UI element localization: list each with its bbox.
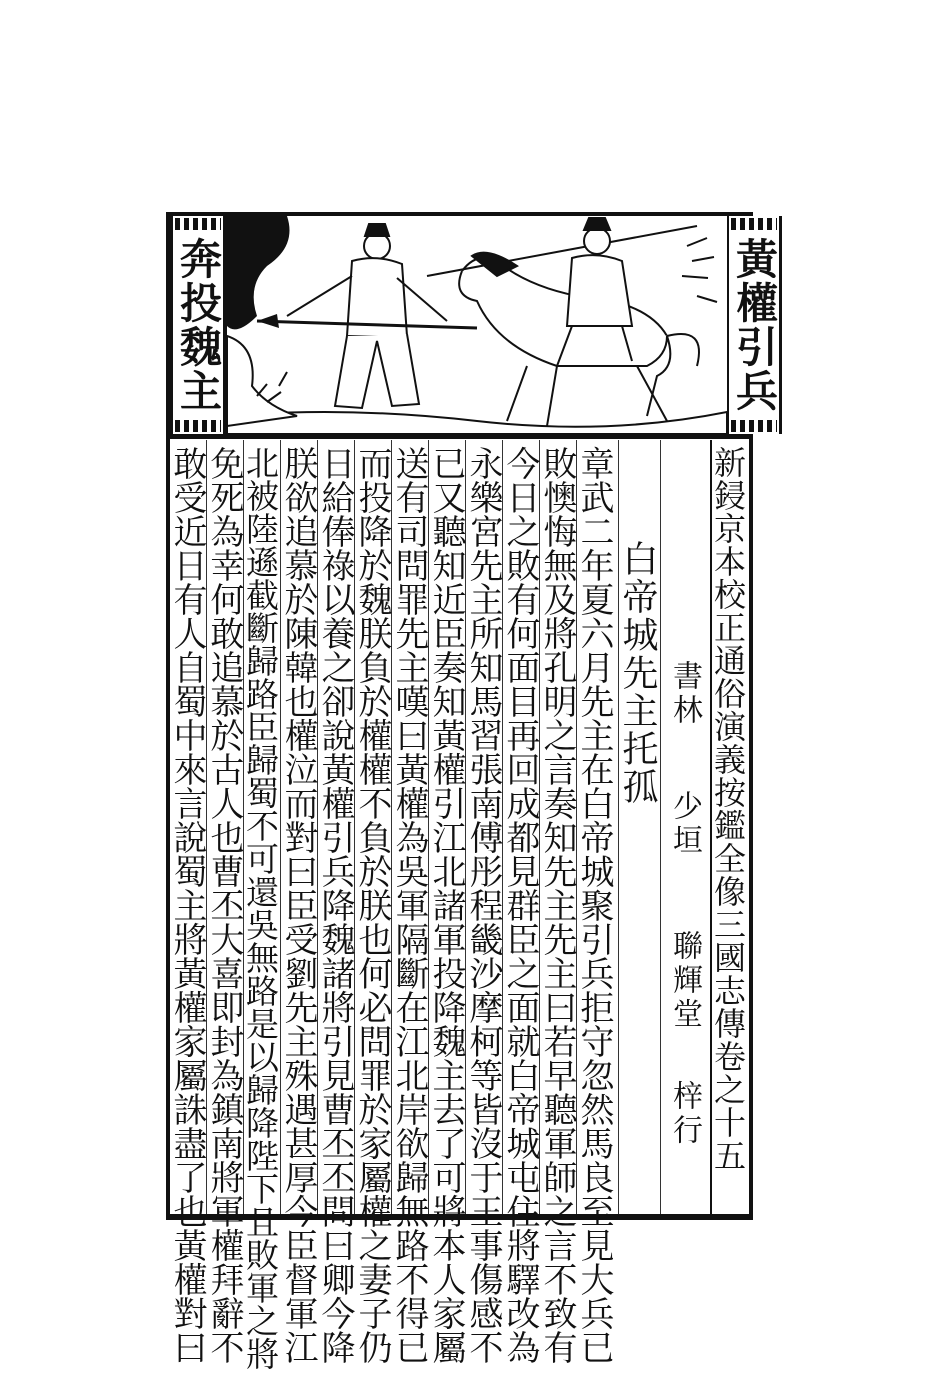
text-column xyxy=(574,440,618,1364)
banner-right-text: 黃權引兵 xyxy=(730,237,779,413)
bamboo-leaves xyxy=(682,238,717,302)
chapter-title-column xyxy=(618,440,660,1214)
text-column xyxy=(241,440,280,1370)
text-column xyxy=(537,440,577,1364)
publisher-part-3: 聯輝堂 xyxy=(667,930,702,1032)
text-column xyxy=(389,440,429,1364)
banner-left xyxy=(170,216,226,434)
publisher-column xyxy=(660,440,710,1214)
text-column-content: 敢受近日有人自蜀中來言說蜀主將黃權家屬誅盡了也黃權對曰 xyxy=(167,446,207,1364)
text-column xyxy=(204,440,244,1364)
book-title: 新鋟京本校正通俗演義按鑑全像三國志傳卷之十五 xyxy=(709,446,747,1172)
text-column xyxy=(463,440,503,1364)
text-column-content: 敗懊悔無及將孔明之言奏知先主先主曰若早聽軍師之言不致有 xyxy=(537,446,577,1364)
text-column-content: 章武二年夏六月先主在白帝城聚引兵拒守忽然馬良至見大兵已 xyxy=(574,446,614,1364)
text-column xyxy=(167,440,207,1364)
rider-spear xyxy=(427,226,697,276)
foot-soldier-figure xyxy=(287,224,447,408)
text-column-content: 而投降於魏朕負於權權不負於朕也何必問罪於家屬權之妻子仍 xyxy=(352,446,392,1364)
text-column-content: 送有司問罪先主嘆曰黃權為吳軍隔斷在江北岸欲歸無路不得已 xyxy=(389,446,429,1364)
publisher-part-4: 梓行 xyxy=(667,1080,702,1148)
text-column-content: 北被陸遜截斷歸路臣歸蜀不可還吳無路是以歸降陛下且敗軍之將 xyxy=(241,446,280,1370)
text-column-content: 永樂宮先主所知馬習張南傅彤程畿沙摩柯等皆沒于王事傷感不 xyxy=(463,446,503,1364)
text-column-content: 朕欲追慕於陳韓也權泣而對曰臣受劉先主殊遇甚厚今臣督軍江 xyxy=(278,446,318,1364)
woodcut-illustration xyxy=(226,216,728,434)
banner-bars-bottom xyxy=(175,420,221,432)
spear-tip xyxy=(257,314,279,328)
ground-shape xyxy=(227,412,727,434)
banner-bars-top xyxy=(175,218,221,230)
text-column xyxy=(352,440,392,1364)
banner-right xyxy=(726,216,782,434)
woodcut-svg xyxy=(227,216,727,434)
rock-shape xyxy=(227,336,297,426)
text-column xyxy=(278,440,318,1364)
text-column xyxy=(315,440,355,1364)
book-title-column xyxy=(710,440,750,1214)
tree-silhouette xyxy=(227,216,290,329)
banner-bars-bottom xyxy=(731,420,777,432)
text-column xyxy=(500,440,540,1364)
publisher-part-1: 書林 xyxy=(667,660,702,728)
text-column-content: 今日之敗有何面目再回成都見群臣之面就白帝城屯住將驛改為 xyxy=(500,446,540,1364)
text-column-content: 已又聽知近臣奏知黃權引江北諸軍投降魏主去了可將本人家屬 xyxy=(426,446,466,1364)
chapter-title: 白帝城先主托孤 xyxy=(617,540,658,806)
text-column-content: 日給俸祿以養之卻說黃權引兵降魏諸將引見曹丕丕問曰卿今降 xyxy=(315,446,355,1364)
publisher-part-2: 少垣 xyxy=(667,790,702,858)
text-column xyxy=(426,440,466,1364)
banner-bars-top xyxy=(731,218,777,230)
illustration-rule xyxy=(170,434,750,439)
banner-left-text: 奔投魏主 xyxy=(174,237,223,413)
text-body xyxy=(167,440,750,1370)
text-column-content: 免死為幸何敢追慕於古人也曹丕大喜即封為鎮南將軍權拜辭不 xyxy=(204,446,244,1364)
